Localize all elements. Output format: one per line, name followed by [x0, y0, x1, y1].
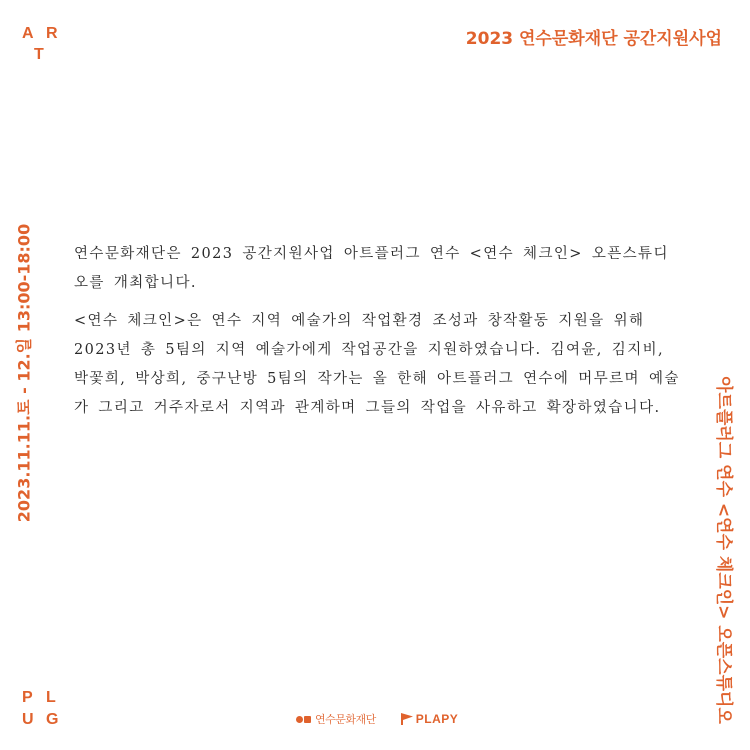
event-title-vertical: 아트플러그 연수 <연수 체크인> 오픈스튜디오	[713, 376, 734, 724]
corner-letter-t: T	[34, 46, 44, 63]
right-vertical-container	[712, 365, 740, 735]
header-title: 2023 연수문화재단 공간지원사업	[465, 29, 722, 49]
body-text	[74, 240, 684, 432]
footer-logos	[296, 708, 458, 730]
body-paragraph-1: 연수문화재단은 2023 공간지원사업 아트플러그 연수 <연수 체크인> 오픈스튜디오를 개최합니다.	[74, 246, 669, 291]
foundation-logo-icon	[296, 716, 311, 723]
body-paragraph-2: <연수 체크인>은 연수 지역 예술가의 작업환경 조성과 창작활동 지원을 위해 2023년 총 5팀의 지역 예술가에게 작업공간을 지원하였습니다. 김여윤, 김지비, 박꽃희, 박상희, 중구난방 5팀의 작가는 올 한해 아트플러그 연수에 머무르며 예술가 그리고 거주자로서 지역과 관계하며 그들의 작업을 사유하고 확장하였습니다.	[74, 313, 680, 416]
plug-logo	[400, 712, 459, 726]
corner-letter-p: P	[22, 689, 33, 706]
corner-letter-r: R	[46, 25, 58, 42]
corner-letter-a: A	[22, 25, 34, 42]
left-vertical-container	[10, 222, 36, 524]
corner-letter-g: G	[46, 711, 59, 728]
foundation-logo-text: 연수문화재단	[315, 713, 376, 726]
plug-logo-text: PLAPY	[415, 712, 459, 726]
event-dates: 2023.11.11.토 - 12.일 13:00-18:00	[14, 223, 34, 523]
corner-letter-u: U	[22, 711, 34, 728]
foundation-logo	[296, 711, 376, 727]
flag-logo-icon	[400, 712, 414, 726]
corner-letter-l: L	[46, 689, 56, 706]
